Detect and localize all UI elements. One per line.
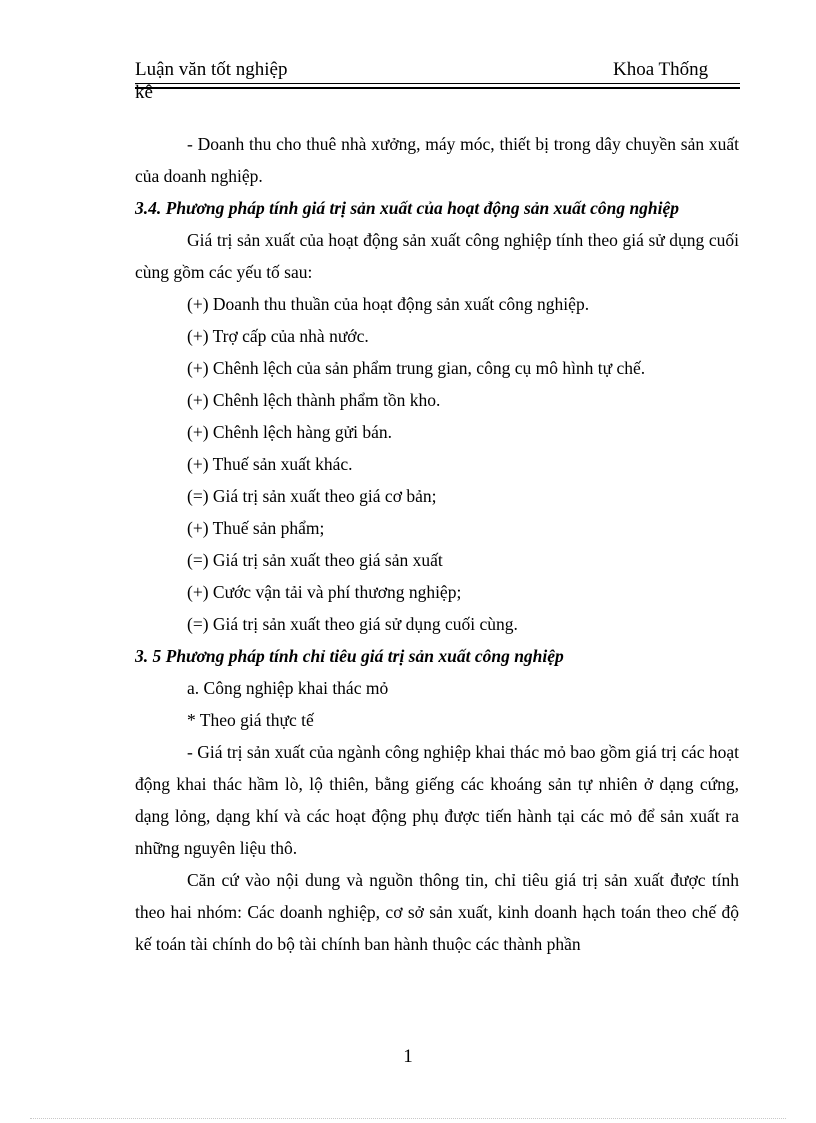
list-item: (+) Doanh thu thuần của hoạt động sản xuất công nghiệp. bbox=[187, 294, 590, 314]
header-faculty-name: Khoa Thống bbox=[613, 59, 709, 80]
page-body bbox=[135, 128, 739, 960]
list-item: (+) Thuế sản xuất khác. bbox=[187, 454, 353, 474]
header-rule-thick bbox=[135, 87, 740, 89]
list-item: (+) Thuế sản phẩm; bbox=[187, 518, 325, 538]
list-item: (=) Giá trị sản xuất theo giá cơ bản; bbox=[187, 486, 437, 506]
paragraph-information-sources: Căn cứ vào nội dung và nguồn thông tin, chỉ tiêu giá trị sản xuất được tính theo hai nhóm: Các doanh nghiệp, cơ sở sản xuất, kinh doanh hạch toán theo chế độ kế toán tài chính do bộ tài chính ban hành thuộc các thành phần bbox=[135, 870, 739, 954]
list-item: (+) Chênh lệch của sản phẩm trung gian, công cụ mô hình tự chế. bbox=[187, 358, 646, 378]
list-item: (+) Trợ cấp của nhà nước. bbox=[187, 326, 369, 346]
list-item: (+) Chênh lệch hàng gửi bán. bbox=[187, 422, 392, 442]
section-heading-3-4: 3.4. Phương pháp tính giá trị sản xuất của hoạt động sản xuất công nghiệp bbox=[135, 198, 680, 218]
list-item: (=) Giá trị sản xuất theo giá sản xuất bbox=[187, 550, 443, 570]
list-item: (=) Giá trị sản xuất theo giá sử dụng cuối cùng. bbox=[187, 614, 518, 634]
list-item: (+) Cước vận tải và phí thương nghiệp; bbox=[187, 582, 462, 602]
header-thesis-title: Luận văn tốt nghiệp bbox=[135, 59, 288, 80]
paragraph-production-value-intro: Giá trị sản xuất của hoạt động sản xuất công nghiệp tính theo giá sử dụng cuối cùng gồm các yếu tố sau: bbox=[135, 230, 739, 282]
section-heading-3-5: 3. 5 Phương pháp tính chỉ tiêu giá trị sản xuất công nghiệp bbox=[135, 646, 564, 666]
page-bottom-divider bbox=[30, 1118, 786, 1119]
subsection-mining: a. Công nghiệp khai thác mỏ bbox=[187, 678, 389, 698]
header-rule-thin bbox=[135, 83, 740, 84]
paragraph-mining-value: - Giá trị sản xuất của ngành công nghiệp khai thác mỏ bao gồm giá trị các hoạt động khai thác hầm lò, lộ thiên, bằng giếng các khoáng sản tự nhiên ở dạng cứng, dạng lỏng, dạng khí và các hoạt động phụ được tiến hành tại các mỏ để sản xuất ra những nguyên liệu thô. bbox=[135, 742, 739, 858]
paragraph-revenue-rental: - Doanh thu cho thuê nhà xưởng, máy móc, thiết bị trong dây chuyền sản xuất của doanh nghiệp. bbox=[135, 134, 739, 186]
list-item: (+) Chênh lệch thành phẩm tồn kho. bbox=[187, 390, 441, 410]
header-faculty-name-continued: kê bbox=[135, 82, 153, 103]
page-number: 1 bbox=[403, 1046, 413, 1067]
subsection-actual-price: * Theo giá thực tế bbox=[187, 710, 314, 730]
page-header bbox=[135, 57, 740, 105]
